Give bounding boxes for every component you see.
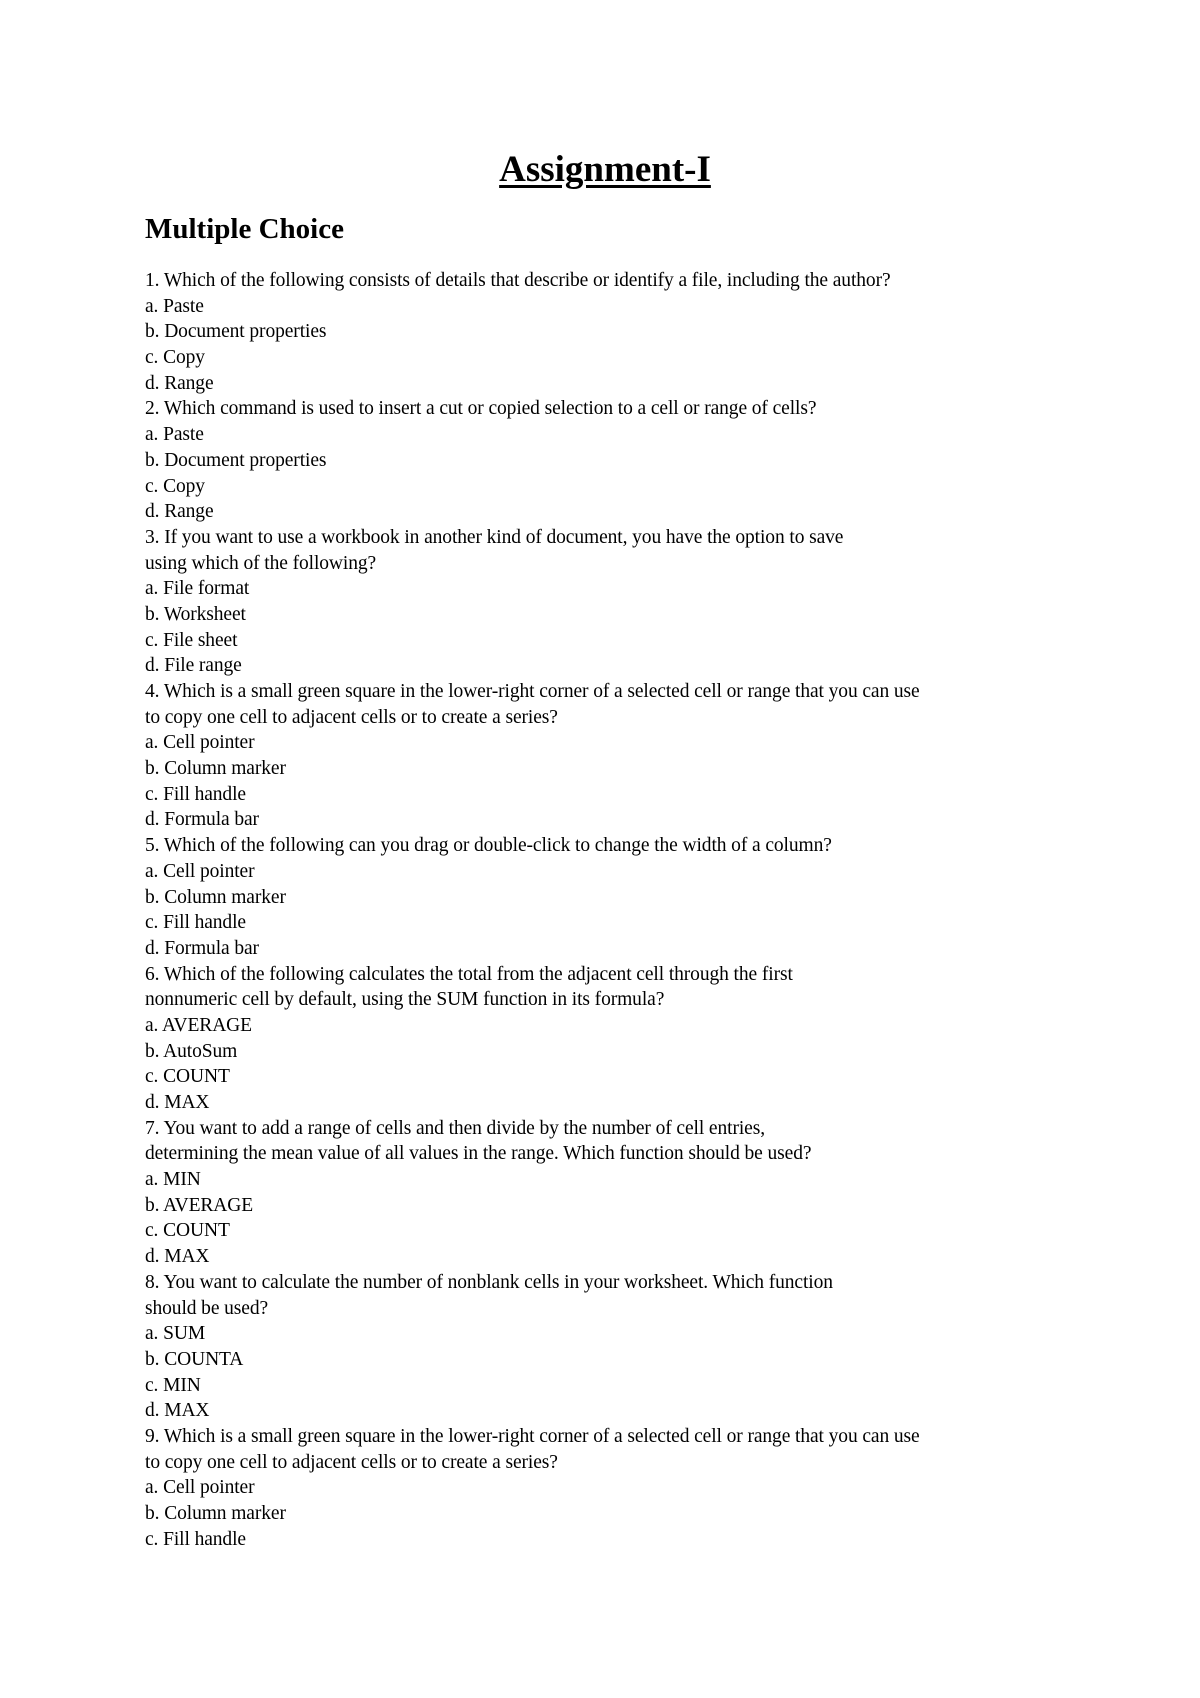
text-line: a. Cell pointer xyxy=(145,860,255,882)
text-line: c. MIN xyxy=(145,1374,201,1396)
text-line: 6. Which of the following calculates the total from the adjacent cell through the first xyxy=(145,963,793,985)
text-line: d. Formula bar xyxy=(145,809,259,831)
text-line: c. COUNT xyxy=(145,1066,230,1088)
text-line: d. Range xyxy=(145,372,214,394)
text-line: d. MAX xyxy=(145,1246,210,1268)
text-line: d. Range xyxy=(145,501,214,523)
text-line: using which of the following? xyxy=(145,552,377,574)
text-line: 3. If you want to use a workbook in another kind of document, you have the option to save xyxy=(145,526,844,548)
text-line: 4. Which is a small green square in the lower-right corner of a selected cell or range that you can use xyxy=(145,681,920,702)
text-line: a. Paste xyxy=(145,295,204,317)
text-line: 5. Which of the following can you drag or double-click to change the width of a column? xyxy=(145,835,832,857)
text-line: d. MAX xyxy=(145,1400,210,1422)
text-line: c. COUNT xyxy=(145,1220,230,1242)
text-line: d. Formula bar xyxy=(145,937,259,959)
text-line: should be used? xyxy=(145,1297,269,1319)
text-line: nonnumeric cell by default, using the SUM function in its formula? xyxy=(145,989,665,1011)
text-line: b. Column marker xyxy=(145,886,286,908)
question-list xyxy=(145,268,1075,1552)
text-line: 1. Which of the following consists of details that describe or identify a file, including the author? xyxy=(145,270,891,291)
text-line: c. Fill handle xyxy=(145,1528,246,1550)
text-line: 7. You want to add a range of cells and then divide by the number of cell entries, xyxy=(145,1117,765,1139)
text-line: c. File sheet xyxy=(145,629,238,651)
text-line: b. Worksheet xyxy=(145,603,246,625)
text-line: b. Column marker xyxy=(145,758,286,780)
text-line: b. Document properties xyxy=(145,449,327,471)
text-line: a. Cell pointer xyxy=(145,732,255,754)
section-heading: Multiple Choice xyxy=(145,213,344,245)
text-line: b. Document properties xyxy=(145,321,327,343)
text-line: b. AutoSum xyxy=(145,1040,238,1062)
text-line: b. Column marker xyxy=(145,1503,286,1524)
document-title: Assignment-I xyxy=(499,149,711,190)
text-line: c. Fill handle xyxy=(145,912,246,934)
text-line: 2. Which command is used to insert a cut or copied selection to a cell or range of cells? xyxy=(145,398,817,420)
text-line: a. File format xyxy=(145,578,250,600)
text-line: d. File range xyxy=(145,655,242,677)
text-line: a. Cell pointer xyxy=(145,1477,255,1499)
text-line: c. Fill handle xyxy=(145,783,246,805)
text-line: a. SUM xyxy=(145,1323,206,1345)
text-line: a. Paste xyxy=(145,424,204,446)
text-line: 8. You want to calculate the number of nonblank cells in your worksheet. Which function xyxy=(145,1271,833,1293)
text-line: d. MAX xyxy=(145,1092,210,1113)
text-line: determining the mean value of all values in the range. Which function should be used? xyxy=(145,1143,812,1165)
text-line: b. AVERAGE xyxy=(145,1194,254,1216)
text-line: c. Copy xyxy=(145,347,205,369)
text-line: b. COUNTA xyxy=(145,1348,244,1370)
text-line: to copy one cell to adjacent cells or to create a series? xyxy=(145,706,558,728)
text-line: a. AVERAGE xyxy=(145,1014,252,1036)
text-line: a. MIN xyxy=(145,1169,201,1191)
text-line: c. Copy xyxy=(145,475,205,497)
text-line: 9. Which is a small green square in the lower-right corner of a selected cell or range that you can use xyxy=(145,1425,920,1447)
text-line: to copy one cell to adjacent cells or to create a series? xyxy=(145,1451,558,1473)
